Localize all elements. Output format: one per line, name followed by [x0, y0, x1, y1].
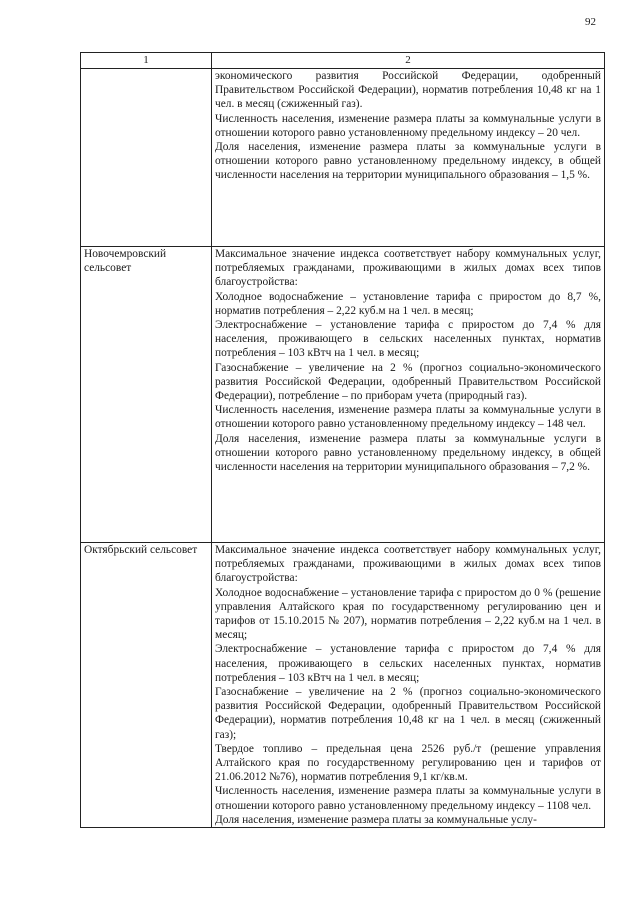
paragraph: Твердое топливо – предельная цена 2526 руб./т (решение управления Алтайского края по государственному регулированию цен и тарифов от 21.06.2012 №76), норматив потребления 9,1 кг/кв.м. — [215, 742, 601, 784]
column-header-1: 1 — [81, 53, 212, 69]
municipality-name: Новочемровский сельсовет — [81, 247, 212, 543]
paragraph: Электроснабжение – установление тарифа с приростом до 7,4 % для населения, проживающего в сельских населенных пунктах, норматив потребления – 103 кВтч на 1 чел. в месяц; — [215, 643, 601, 684]
paragraph: Холодное водоснабжение – установление тарифа с приростом до 0 % (решение управления Алтайского края по государственному регулированию цен и тарифов от 15.10.2015 № 207), норматив потребления – 2,22 куб.м на 1 чел. в месяц; — [215, 586, 601, 642]
paragraph: экономического развития Российской Федерации, одобренный Правительством Российской Федерации), норматив потребления 10,48 кг на 1 чел. в месяц (сжиженный газ). — [215, 70, 601, 111]
column-header-2: 2 — [212, 53, 605, 69]
paragraph: Численность населения, изменение размера платы за коммунальные услуги в отношении которого равно установленному предельному индексу – 148 чел. — [215, 404, 601, 431]
paragraph: Холодное водоснабжение – установление тарифа с приростом до 8,7 %, норматив потребления – 2,22 куб.м на 1 чел. в месяц; — [215, 290, 601, 317]
paragraph: Численность населения, изменение размера платы за коммунальные услуги в отношении которого равно установленному предельному индексу – 20 чел. — [215, 112, 601, 139]
paragraph: Максимальное значение индекса соответствует набору коммунальных услуг, потребляемых гражданами, проживающими в жилых домах всех типов благоустройства: — [215, 544, 601, 585]
row-description — [212, 543, 605, 828]
table-row — [81, 69, 605, 247]
row-description — [212, 69, 605, 247]
paragraph: Электроснабжение – установление тарифа с приростом до 7,4 % для населения, проживающего в сельских населенных пунктах, норматив потребления – 103 кВтч на 1 чел. в месяц; — [215, 319, 601, 360]
municipality-name: Октябрьский сельсовет — [81, 543, 212, 828]
municipality-table — [80, 52, 605, 828]
page-number: 92 — [585, 16, 596, 28]
paragraph: Доля населения, изменение размера платы за коммунальные услу- — [215, 813, 537, 826]
row-description — [212, 247, 605, 543]
table-row — [81, 247, 605, 543]
municipality-name — [81, 69, 212, 247]
paragraph: Газоснабжение – увеличение на 2 % (прогноз социально-экономического развития Российской Федерации, одобренный Правительством Российской Федерации), норматив потребления 10,48 кг на 1 чел. в месяц (сжиженный газ); — [215, 686, 601, 741]
paragraph: Газоснабжение – увеличение на 2 % (прогноз социально-экономического развития Российской Федерации, одобренный Правительством Российской Федерации), потребление – по приборам учета (природный газ). — [215, 361, 601, 403]
table-header-row — [81, 53, 605, 69]
paragraph: Доля населения, изменение размера платы за коммунальные услуги в отношении которого равно установленному предельному индексу, в общей численности населения на территории муниципального образования – 7,2 %. — [215, 432, 601, 474]
table-row — [81, 543, 605, 828]
paragraph: Максимальное значение индекса соответствует набору коммунальных услуг, потребляемых гражданами, проживающими в жилых домах всех типов благоустройства: — [215, 248, 601, 289]
paragraph: Численность населения, изменение размера платы за коммунальные услуги в отношении которого равно установленному предельному индексу – 1108 чел. — [215, 785, 601, 812]
paragraph: Доля населения, изменение размера платы за коммунальные услуги в отношении которого равно установленному предельному индексу, в общей численности населения на территории муниципального образования – 1,5 %. — [215, 141, 601, 182]
